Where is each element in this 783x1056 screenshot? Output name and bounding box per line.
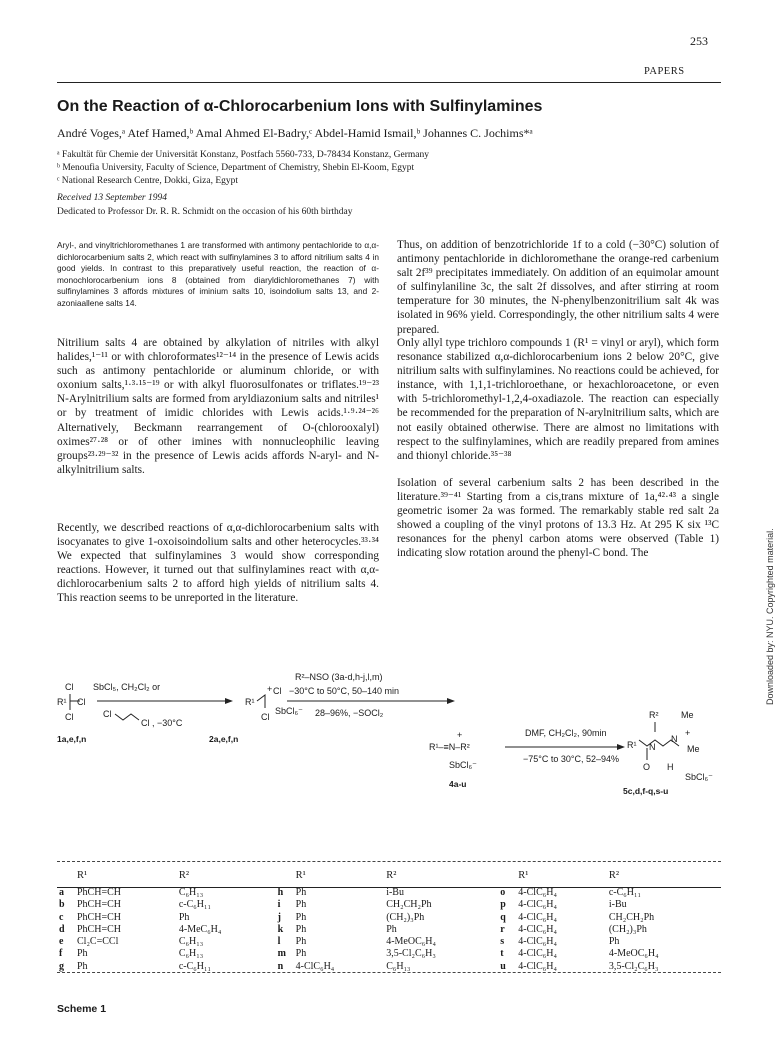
table-cell: i-Bu: [608, 899, 627, 911]
table-cell: 4-MeOC₆H₄: [386, 936, 436, 948]
table-header-cell: R²: [608, 870, 619, 881]
table-cell: 4-ClC₆H₄: [295, 960, 335, 972]
table-cell: c-C₆H₁₁: [178, 960, 211, 972]
table-cell: PhCH=CH: [77, 887, 121, 898]
table-cell: Ph: [386, 923, 397, 935]
table-cell: a: [59, 887, 64, 898]
table-header-cell: [276, 868, 294, 887]
table-cell: 4-MeC₆H₄: [178, 923, 222, 935]
body-paragraph-left-1: Nitrilium salts 4 are obtained by alkylation of nitriles with alkyl halides,¹⁻¹¹ or with chloroformates¹²⁻¹⁴ in the presence of Lewis acids such as antimony pentachloride or aluminum chloride, or with oxonium salts,¹·³·¹⁵⁻¹⁹ or with alkyl fluorosulfonates or triflates.¹⁹⁻²³ N-Arylnitrilium salts are formed from aryldiazonium salts and nitriles¹ or by treatment of imidic chlorides with Lewis acids.¹·⁹·²⁴⁻²⁶ Alternatively, Beckmann rearrangement of O-(chlorooxalyl) oximes²⁷·²⁸ or of other imines with nonnucleophilic leaving groups²³·²⁹⁻³² in the presence of Lewis acids affords N-aryl- and N-alkylnitrilium salts.: [57, 337, 379, 476]
table-cell: i: [277, 899, 281, 911]
table-cell: 3,5-Cl₂C₆H₃: [386, 948, 436, 960]
table-cell: j: [277, 911, 281, 923]
svg-text:Cl: Cl: [77, 697, 86, 707]
structure-5: [627, 710, 713, 782]
table-cell: e: [59, 936, 64, 948]
table-cell: g: [59, 960, 64, 972]
table-cell: i-Bu: [386, 887, 404, 898]
table-cell: 4-ClC₆H₄: [518, 960, 557, 972]
table-header-cell: [498, 868, 516, 887]
svg-text:+: +: [685, 728, 691, 738]
table-row: [57, 936, 721, 948]
table-cell: Ph: [295, 899, 307, 911]
dedication: Dedicated to Professor Dr. R. R. Schmidt on the occasion of his 60th birthday: [57, 207, 353, 217]
compound-label-1: 1a,e,f,n: [57, 734, 87, 744]
table-cell: Ph: [295, 887, 307, 898]
table-cell: m: [277, 948, 286, 960]
download-watermark: Downloaded by: NYU. Copyrighted material.: [765, 528, 775, 705]
table-cell: Ph: [295, 936, 307, 948]
table-header-cell: R¹: [295, 870, 306, 881]
step1-reagent: SbCl₅, CH₂Cl₂ or: [93, 682, 161, 692]
table-cell: C₆H₁₃: [386, 960, 411, 972]
body-paragraph-right-3: Isolation of several carbenium salts 2 has been described in the literature.³⁹⁻⁴¹ Starting from a cis,trans mixture of 1a,⁴²·⁴³ a single geometric isomer 2a was formed. The remarkably stable red salt 2a showed a coupling of the vinyl protons of 13.3 Hz. At 295 K six ¹³C resonances for the phenyl carbon atoms were observed (Table 1) indicating slow rotation around the phenyl-C bond. The: [397, 477, 719, 560]
svg-text:Cl: Cl: [141, 718, 150, 728]
step2-temperature: −30°C to 50°C, 50–140 min: [289, 686, 400, 696]
table-header-rule: [57, 887, 721, 888]
scheme-caption: Scheme 1: [57, 1003, 107, 1015]
table-cell: Ph: [295, 911, 307, 923]
table-header-cell: R²: [386, 870, 397, 881]
table-bottom-dashed-rule: [57, 972, 721, 973]
abstract: Aryl-, and vinyltrichloromethanes 1 are transformed with antimony pentachloride to α,α-dichlorocarbenium salts 2, which react with sulfinylamines 3 to afford nitrilium salts 4 in good yields. In contrast to this preparatively useful reaction, the reaction of α-monochlorocarbenium ions 8 (obtained from diaryldichloromethanes 7) with sulfinylamines 3 affords mixtures of iminium salts 10, isoindolium salts 13, and 2-azoniaallene salts 14.: [57, 240, 379, 308]
compound-label-2: 2a,e,f,n: [209, 734, 239, 744]
table-cell: 4-ClC₆H₄: [518, 911, 557, 923]
table-cell: Ph: [77, 948, 88, 960]
svg-text:R¹: R¹: [57, 697, 67, 707]
section-label: PAPERS: [644, 66, 685, 77]
table-cell: 4-ClC₆H₄: [518, 936, 557, 948]
table-cell: C₆H₁₃: [178, 936, 204, 948]
svg-text:N: N: [671, 734, 678, 744]
table-cell: c: [59, 911, 64, 923]
received-date: Received 13 September 1994: [57, 193, 167, 203]
affiliation-a: ᵃ Fakultät für Chemie der Universität Konstanz, Postfach 5560-733, D-78434 Konstanz, Germany: [57, 150, 429, 160]
table-row: [57, 924, 721, 936]
step2-yield: 28–96%, −SOCl₂: [315, 708, 384, 718]
table-cell: t: [500, 948, 504, 960]
step3-reagent: DMF, CH₂Cl₂, 90min: [525, 728, 607, 738]
svg-text:R¹: R¹: [627, 740, 637, 750]
table-header-row: [57, 868, 721, 887]
step1-conditions: , −30°C: [152, 718, 183, 728]
svg-text:Cl: Cl: [273, 686, 282, 696]
table-cell: 4-MeOC₆H₄: [608, 948, 659, 960]
reaction-scheme: [57, 670, 727, 856]
body-paragraph-right-1: Thus, on addition of benzotrichloride 1f to a cold (−30°C) solution of antimony pentachloride in dichloromethane the orange-red carbenium salt 2f³⁹ precipitates immediately. On addition of an equimolar amount of sulfinylaniline 3c, the salt 2f dissolves, and after stirring at room temperature for 30 minutes, the N-phenylbenzonitrilium salt 4k was isolated in 96% yield. Correspondingly, the other nitrilium salts 4 were prepared.: [397, 239, 719, 336]
table-cell: C₆H₁₃: [178, 948, 204, 960]
header-rule: [57, 82, 721, 83]
table-cell: o: [500, 887, 506, 898]
table-cell: 4-ClC₆H₄: [518, 923, 557, 935]
body-paragraph-right-2: Only allyl type trichloro compounds 1 (R¹ = vinyl or aryl), which form resonance stabilized α,α-dichlorocarbenium ions 2 below 20°C, give nitrilium salts with sulfinylamines. No reactions could be achieved, for instance, with 1,1,1-trichloroethane, or hexachloroacetone, or even with 5-trichloromethyl-1,2,4-oxadiazole. The reaction can especially be recommended for the preparation of N-arylnitrilium salts, which are not easily obtained otherwise. There are almost no limitations with respect to the sulfinylamines, which are readily prepared from amines and thionyl chloride.³⁵⁻³⁸: [397, 337, 719, 462]
table-cell: 4-ClC₆H₄: [518, 899, 557, 911]
table-cell: PhCH=CH: [77, 923, 121, 935]
table-row: [57, 948, 721, 960]
table-cell: PhCH=CH: [77, 911, 121, 923]
table-cell: 4-ClC₆H₄: [518, 887, 557, 898]
table-cell: Ph: [295, 948, 307, 960]
structure-1: [57, 682, 86, 722]
affiliation-b: ᵇ Menoufia University, Faculty of Science, Department of Chemistry, Shebin El-Koom, Egypt: [57, 163, 415, 173]
table-header-cell: R¹: [77, 870, 88, 881]
svg-text:SbCl₆⁻: SbCl₆⁻: [275, 706, 303, 716]
allyl-chloride-structure: [103, 709, 150, 728]
table-cell: CH₂CH₂Ph: [386, 899, 432, 911]
svg-text:R²: R²: [649, 710, 659, 720]
counterion-4: SbCl₆⁻: [449, 760, 477, 770]
table-header-cell: R¹: [518, 870, 529, 881]
table-cell: r: [500, 923, 505, 935]
compound-label-5: 5c,d,f-q,s-u: [623, 786, 669, 796]
compound-label-4: 4a-u: [449, 779, 467, 789]
table-cell: n: [277, 960, 284, 972]
svg-text:Cl: Cl: [103, 709, 112, 719]
svg-text:Cl: Cl: [65, 712, 74, 722]
nitrilium-structure: R¹–≡N–R²: [429, 742, 470, 752]
table-row: [57, 912, 721, 924]
table-cell: c-C₆H₁₁: [178, 899, 211, 911]
table-cell: s: [500, 936, 505, 948]
table-cell: Ph: [77, 960, 88, 972]
table-cell: b: [59, 899, 65, 911]
page-number: 253: [690, 34, 708, 48]
svg-text:O: O: [643, 762, 651, 772]
table-cell: d: [59, 923, 65, 935]
author-list: André Voges,ᵃ Atef Hamed,ᵇ Amal Ahmed El-Badry,ᶜ Abdel-Hamid Ismail,ᵇ Johannes C. Jochims*ᵃ: [57, 126, 533, 140]
table-row: [57, 887, 721, 899]
table-cell: (CH₂)₃Ph: [386, 911, 425, 923]
table-cell: (CH₂)₃Ph: [608, 923, 647, 935]
table-row: [57, 899, 721, 911]
svg-text:SbCl₆⁻: SbCl₆⁻: [685, 772, 713, 782]
table-cell: 3,5-Cl₂C₆H₃: [608, 960, 659, 972]
substituent-table: [57, 868, 721, 973]
svg-text:+: +: [267, 684, 273, 694]
table-cell: C₆H₁₃: [178, 887, 204, 898]
table-top-dashed-rule: [57, 861, 721, 862]
table-cell: q: [500, 911, 506, 923]
table-cell: c-C₆H₁₁: [608, 887, 641, 898]
article-title: On the Reaction of α-Chlorocarbenium Ions with Sulfinylamines: [57, 98, 543, 115]
table-cell: u: [500, 960, 506, 972]
table-cell: Ph: [295, 923, 307, 935]
svg-text:H: H: [667, 762, 674, 772]
step3-conditions: −75°C to 30°C, 52–94%: [523, 754, 620, 764]
table-cell: Ph: [608, 936, 620, 948]
table-header-cell: [57, 868, 75, 887]
table-header-cell: R²: [178, 870, 190, 881]
table-cell: Ph: [178, 911, 190, 923]
table-cell: 4-ClC₆H₄: [518, 948, 557, 960]
svg-text:Cl: Cl: [65, 682, 74, 692]
body-paragraph-left-2: Recently, we described reactions of α,α-dichlorocarbenium salts with isocyanates to give 1-oxoisoindolium salts and other heterocycles.³³·³⁴ We expected that sulfinylamines 3 would show corresponding reactions. However, it turned out that sulfinylamines react with α,α-dichlorocarbenium salts 2 to afford high yields of nitrilium salts 4. This reaction seems to be unreported in the literature.: [57, 522, 379, 605]
table-cell: CH₂CH₂Ph: [608, 911, 655, 923]
table-cell: p: [500, 899, 506, 911]
svg-text:Me: Me: [687, 744, 700, 754]
svg-text:R¹: R¹: [245, 697, 255, 707]
table-cell: k: [277, 923, 284, 935]
svg-text:Me: Me: [681, 710, 694, 720]
step2-reagent: R²–NSO (3a-d,h-j,l,m): [295, 672, 383, 682]
table-cell: l: [277, 936, 281, 948]
table-cell: Cl₂C=CCl: [77, 936, 119, 948]
affiliation-c: ᶜ National Research Centre, Dokki, Giza, Egypt: [57, 176, 239, 186]
svg-text:N: N: [649, 742, 656, 752]
table-cell: PhCH=CH: [77, 899, 121, 911]
table-cell: f: [59, 948, 63, 960]
table-cell: h: [277, 887, 284, 898]
svg-text:+: +: [457, 730, 463, 740]
svg-text:Cl: Cl: [261, 712, 270, 722]
